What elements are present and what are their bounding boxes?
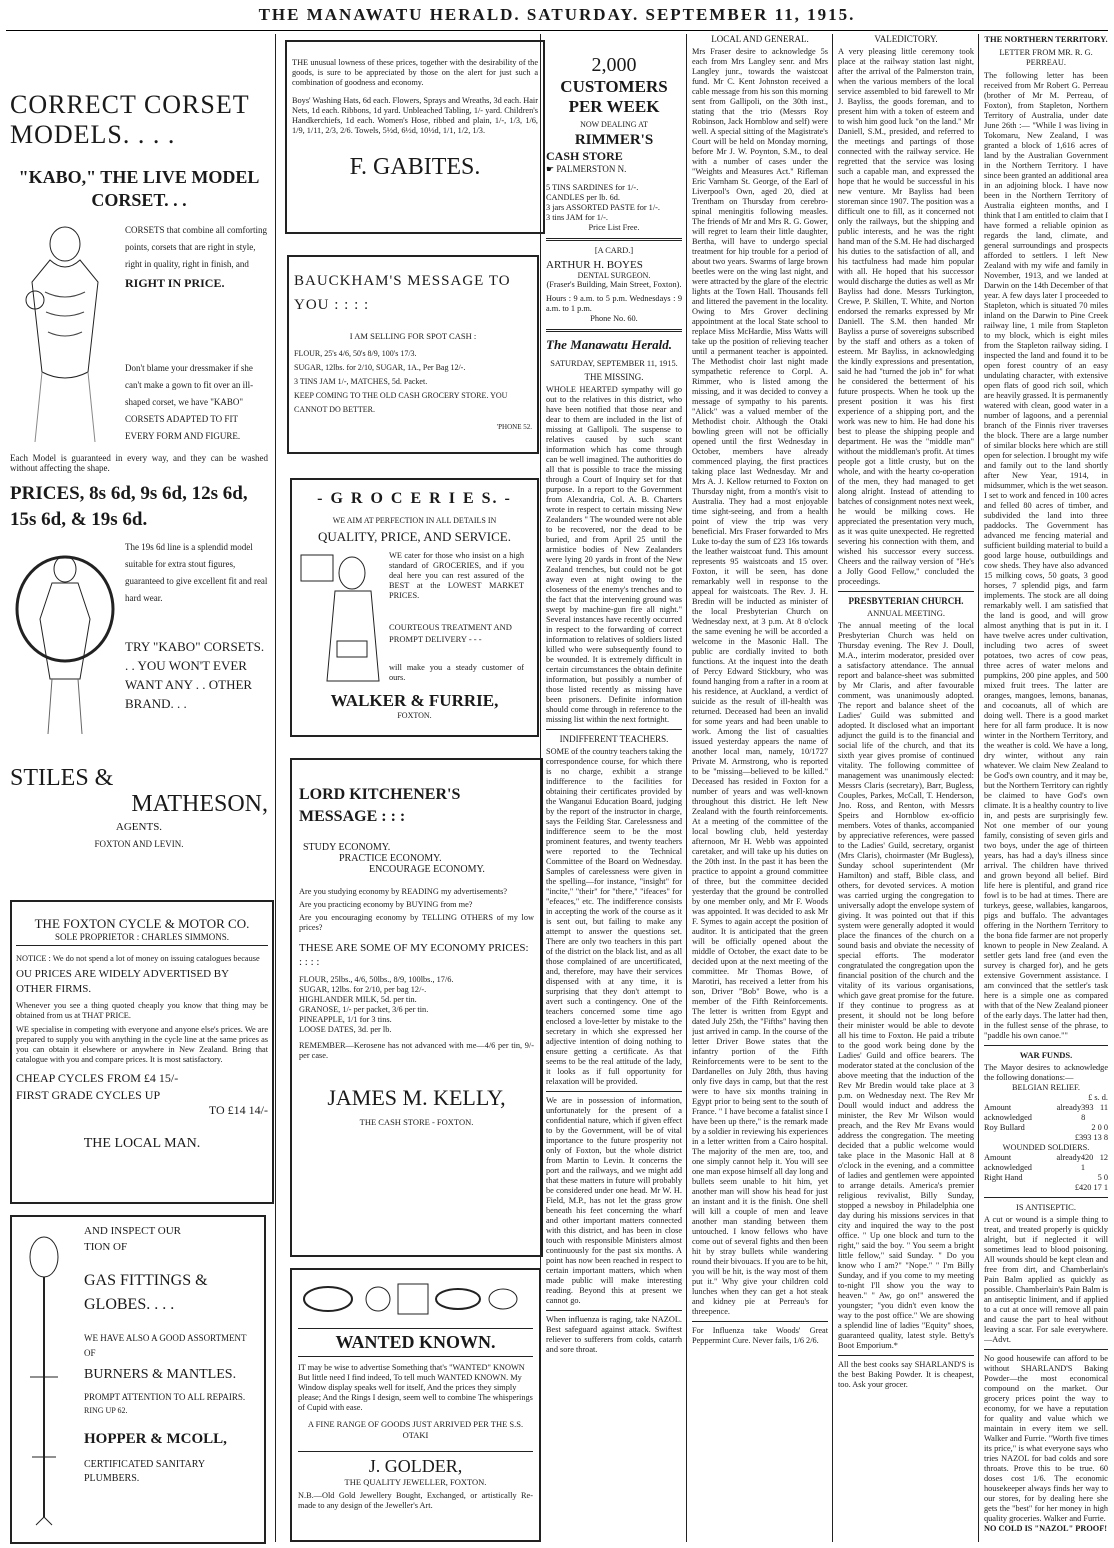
kitchener-remember: REMEMBER—Kerosene has not advanced with me—4/6 per tin, 9/- per case. bbox=[299, 1041, 534, 1060]
golder-fine: A FINE RANGE OF GOODS JUST ARRIVED PER THE S.S. OTAKI bbox=[307, 1419, 524, 1440]
bauckham-line-3: 3 TINS JAM 1/-, MATCHES, 5d. Packet. bbox=[294, 377, 428, 386]
masthead: THE MANAWATU HERALD. SATURDAY. SEPTEMBER 11, 1915. bbox=[258, 5, 856, 24]
warfunds-total-2: £420 17 1 bbox=[1074, 1183, 1108, 1192]
kelly-name: JAMES M. KELLY, bbox=[327, 1085, 506, 1110]
groceries-ad bbox=[290, 478, 539, 737]
golder-ad bbox=[290, 1268, 541, 1542]
kitchener-price-2: SUGAR, 12lbs. for 2/10, per bag 12/-. bbox=[299, 985, 427, 994]
territory-title: THE NORTHERN TERRITORY. bbox=[984, 34, 1108, 44]
golder-name: J. GOLDER, bbox=[298, 1451, 533, 1477]
gas-inspect: AND INSPECT OUR bbox=[84, 1225, 181, 1237]
warfunds-roy-value: 2 0 0 bbox=[1091, 1123, 1108, 1132]
teachers-text-2: We are in possession of information, unfortunately for the present of a confidential nature, which if given effect to by the Government, will be of vital importance to the future prosperity not only of Foxton, but the whole district from Martin to Levin. It concerns the port and the railways, and we might add that these matters in future will probably be considered under one head. Mr W. H. Field, M.P., has not let the grass grow beneath his feet concerning the wharf and other important matters connected with this district, and has been in close touch with responsible Ministers almost continuously for the past six months. A point has now been reached in respect to certain important matters, which when made public will make interesting reading. Beyond this at present we cannot go. bbox=[546, 1096, 682, 1305]
corset-title: CORRECT CORSET MODELS. . . . bbox=[10, 90, 250, 149]
kitchener-ad bbox=[290, 758, 543, 1257]
kitchener-study: STUDY ECONOMY. bbox=[303, 842, 391, 853]
jewellery-illustration bbox=[298, 1274, 520, 1324]
rimmer-line-1: 5 TINS SARDINES for 1/-. bbox=[546, 183, 639, 192]
sharland-ad: All the best cooks say SHARLAND'S is the best Baking Powder. It is cheapest, too. Ask your grocer. bbox=[838, 1360, 974, 1389]
teachers-title: INDIFFERENT TEACHERS. bbox=[559, 734, 669, 744]
warfunds-title: WAR FUNDS. bbox=[1019, 1050, 1073, 1060]
local-text: Mrs Fraser desire to acknowledge 5s each from Mrs Langley senr. and Mrs Langley junr., towards the waistcoat fund. Mr C. Kent Johnston received a cable message from his son this morning sent from Gallipoli, on the 30th inst., stating that the trio (Messrs Roy Robinson, Jack Hornblow and self) were well. A special sitting of the Magistrate's Court will be held on Monday morning, before Mr J. W. Poynton, S.M., to deal with a number of cases under the "Weights and Measures Act." Rifleman Eric Varnham St. George, of the Earl of Liverpool's Own, aged 20, died at Trentham on Thursday from cerebro-spinal meningitis following measles. The friends of Mr and Mrs R. G. Gower, will regret to learn their little daughter, Bertha, will have to undergo special treatment for hip trouble for a period of about two years. Swarms of large brown beetles were on the wing last night, and were attracted by the glare of the electric lights at the Town Hall. Thousands fell and littered the pavement in the locality. Owing to Mrs Grover declining appointment at the local State school to replace Miss McHardie, Miss Watts will take up the position of relieving teacher until a permanent teacher is appointed. The Methodist choir last night made sympathetic reference to Corpl. A. Rimmer, who is listed among the missing, and it was decided to convey a message of sympathy to his parents. "Alick" was a valued member of the Methodist choir. Although the Otaki bowling green will not be officially opened until the first Wednesday in October, members have already commenced playing, the first practices taking place last Wednesday. Mr and Mrs A. J. Kellow returned to Foxton on Thursday night, from a month's visit to Australia. They had a most enjoyable time sight-seeing, and from a health point of view the trip was very beneficial. Mrs Fraser forwarded to Mrs Luke to-day the sum of £23 16s towards the leather waistcoat fund. This amount represents 95 waistcoats and 15 over. Foxton, it will be seen, has done remarkably well in response to the appeal for waistcoats. The Rev. J. H. Bredin will be inducted as minister of the local Presbyterian Church on Wednesday next, at 3 p.m. At 8 o'clock the same evening he will be accorded a welcome in the Masonic Hall. The public are cordially invited to both functions. At the inquest into the death of Percy Edward Stickbury, who was found hanging from a rafter in a room at his residence, at Auckland, a verdict of suicide as the result of ill-health was returned. Deceased had been an invalid for some years and had been unable to work. Among the list of casualties issued yesterday appears the name of another local man, namely, 10/1727 Private M. Armstrong, who is reported to be "missing—believed to be killed." Deceased has resided in Foxton for a number of years and was well-known throughout this district. He left New Zealand with the fourth reinforcements. At a meeting of the committee of the local bowling club, held yesterday afternoon, Mr H. Webb was appointed caretaker, and will take up his duties on the 20th inst. In the past it has been the practice to appoint a ground committee of three, but the committee decided yesterday that the ground be controlled by one member only, and Mr F. Woods was appointed. It was decided to ask Mr F. Symes to again accept the position of auditor. It is anticipated that the green will be officially opened about the middle of October, the exact date to be decided upon at the next meeting of the committee. Mr Thomas Bowe, of Marotiri, has received a letter from his son, Driver "Bob" Bowe, who is a member of the Fifth Reinforcements. The letter is written from Egypt and dated July 25th, the "Fifths" having then just arrived in camp. In the course of the letter Driver Bowe states that the infantry portion of the Fifth Reinforcements were to be sent to the Dardanelles on July 28th, thus having only five days in camp, but that the rest were to have six months training in Egypt prior to being sent to the south of France. " I have become a fatalist since I have been up there," is the remark made by a soldier in reviewing his experiences in a letter written from a Cairo hospital. The majority of the men are, too, and one simply cannot help it. You will see one man expose himself all day long and bullets seem unable to hit him, yet another man will show his head for just an instant and it is the finish. One shell will kill a couple of men and leave another man standing between them untouched. I know fellows who have come out of several fights and then been hit by stray bullets while wandering round their bivouacs. If you are to be hit, you will be hit, is the way most of them put it." Why give your children cold lunches when they can get a hot steak and kidney pie at Perreau's for threepence. bbox=[692, 47, 828, 1316]
groceries-aim: WE AIM AT PERFECTION IN ALL DETAILS IN bbox=[332, 516, 497, 525]
bauckham-line-4: KEEP COMING TO THE OLD CASH GROCERY STORE. YOU CANNOT DO BETTER. bbox=[294, 391, 508, 414]
bauckham-line-1: FLOUR, 25's 4/6, 50's 8/9, 100's 17/3. bbox=[294, 349, 417, 358]
rimmer-town: PALMERSTON N. bbox=[556, 164, 627, 174]
cycle-proprietor: SOLE PROPRIETOR : CHARLES SIMMONS. bbox=[16, 932, 268, 946]
presby-title: PRESBYTERIAN CHURCH. bbox=[848, 596, 964, 606]
territory-text: The following letter has been received from Mr Robert G. Perreau (brother of Mr M. Perreau, of Foxton), from Stapleton, Northern Territory of Australia, under date June 26th :— "While I was living in Tokomaru, New Zealand, I was granted a block of 1,616 acres of land by the Australian Government in the Northern Territory. I have since been granted an additional area in an adjoining block. I have now been in the Northern Territory of Australia eighteen months, and I think that I am entitled to claim that I have formed a reliable opinion as regards the land, climate, and general surroundings and prospects afforded to settlers. I left New Zealand with my wife and family in November, 1913, and we landed at Darwin on the 14th December of that year. A few days later I proceeded to Stapleton, which is situated 70 miles inland on the Darwin to Pine Creek railway line, 1 mile from Stapleton to my block, which is eight miles from the Stapleton railway siding. I inspected the land and found it to be open forest country of an easy undulating character, with extensive open flats of good rich soil, which are heavily grassed. It is permanently watered with clean, good water in a number of lagoons, and a perennial branch of the Finnis river traverses the block. There are a large number of similar blocks here which are still open for selection. I brought my wife and family out to the land shortly after New Year, 1914, in midsummer, which is the wet season. I set to work and fenced in 100 acres and felled 80 acres of timber, and subdivided the land into three paddocks. The Government has advanced me fencing material and sufficient building material to build a good large house, outbuildings and cow sheds. They have also advanced 15 milking cows, 50 goats, 3 good horses, 7 splendid pigs, and farm implements. The stock are all doing remarkably well. I am satisfied that the land is good, and will grow almost anything that is put in it. I have twelve acres under cultivation, including two acres of sweet potatoes, two acres of cow peas, three acres of water melons and pumpkins, 200 pine apples, and 500 mixed fruit trees. The latter are oranges, mangoes, lemons, bananas, and cocoanuts, all of which are doing well. There is a good market here for all farm produce. It is now winter in the Northern Territory, and the weather is cold. We have a long, dry winter, without any rain whatever. We claim New Zealand to be God's own country, and it may be, but the Northern Territory can rightly be claimed to have God's own climate. It is a healthy country to live in, and pests are surprisingly few. Not one member of our young family, consisting of seven girls and two boys, under the age of thirteen years, has had a day's illness since arrival. The children have thrived and grown beyond all belief. Bird life here is plentiful, and grand rice fowl is to be had at times. There are turkeys, geese, wallabies, kangaroos, pigs and buffalo. The advantages offering in the Northern Territory to the bona fide farmer are not properly known to people in New Zealand. A settler gets land free (and even the survey is charged for), and he gets extensive Government assistance. I am convinced that the settler's task here is a simple one as compared with that of the New Zealand pioneer of the early days. The latter had then, in the fullest sense of the phrase, to "paddle his own canoe."" bbox=[984, 71, 1108, 1040]
kitchener-q2: Are you practicing economy by BUYING from me? bbox=[299, 900, 473, 909]
golder-wanted: WANTED KNOWN. bbox=[298, 1328, 533, 1357]
gabites-name: F. GABITES. bbox=[349, 154, 481, 180]
kitchener-price-4: GRANOSE, 1/- per packet, 3/6 per tin. bbox=[299, 1005, 429, 1014]
warfunds-right-label: Right Hand bbox=[984, 1173, 1023, 1182]
missing-text: WHOLE HEARTED sympathy will go out to the relatives in this district, who have been notified that those near and dear to them are included in the list of missing at Gallipoli. The suspense to relatives caused by such scant information which has come through can be well imagined. The authorities do all that is possible to trace the missing through a Court of Inquiry set for that purpose. In a report to the Government from Alexandria, Col. A. B. Charters wrote in respect to certain missing New Zealanders " The wounded were not able to be recovered, nor the dead to be buried, and from April 25 until the armistice bodies of New Zealanders were lying 20 yards in front of the New Zealand trenches, but could not be got away even at night owing to the closeness of the enemy's trenches and to the fact that the intervening ground was swept by machine-gun fire all night." Several instances have recently occurred in respect to the forwarding of correct information to relatives of soldiers listed killed who were subsequently found to be wounded. It is extremely difficult in certain circumstances the obtain definite information, but possibly a number of those listed recently as missing have been prisoners. Definite information should come through in reference to the missing list within the next fortnight. bbox=[546, 385, 682, 724]
bauckham-spot: I AM SELLING FOR SPOT CASH : bbox=[349, 331, 477, 341]
boyes-card: [A CARD.] bbox=[594, 246, 634, 255]
rimmer-per-week: PER WEEK bbox=[568, 97, 660, 116]
kelly-store: THE CASH STORE - FOXTON. bbox=[359, 1117, 474, 1127]
corset-subtitle: "KABO," THE LIVE MODEL CORSET. . . bbox=[18, 167, 260, 210]
kitchener-encourage: ENCOURAGE ECONOMY. bbox=[369, 864, 485, 875]
divider bbox=[984, 1349, 1108, 1350]
column-4 bbox=[692, 34, 828, 1542]
bauckham-title: BAUCKHAM'S MESSAGE TO YOU : : : : bbox=[294, 273, 511, 313]
antiseptic-text-2: No good housewife can afford to be without SHARLAND'S Baking Powder—the most economical compound on the market. Our grocery prices point the way to economy, for we have a reputation for quality and value which we maintain in every item we sell. Walker and Furrie. "Worth five times its price," is what everyone says who tries NAZOL for bad colds and sore throats. Prove this to be true. 60 doses cost 1/6. The economic housekeeper always finds her way to our stores, for by dealing here she gets the "best" for her money in high quality groceries. Walker and Furrie. bbox=[984, 1354, 1108, 1523]
corset-figure-illustration bbox=[10, 222, 120, 447]
warfunds-row bbox=[984, 1103, 1108, 1123]
corset-body: CORSETS that combine all comforting points, corsets that are right in style, right in quality, right in finish, and bbox=[125, 225, 267, 269]
groceries-quality: QUALITY, PRICE, AND SERVICE. bbox=[317, 529, 511, 544]
kitchener-q3: Are you encouraging economy by TELLING OTHERS of my low prices? bbox=[299, 913, 534, 932]
kitchener-price-3: HIGHLANDER MILK, 5d. per tin. bbox=[299, 995, 417, 1004]
missing-title: THE MISSING. bbox=[584, 372, 644, 382]
boyes-hours: Hours : 9 a.m. to 5 p.m. Wednesdays : 9 a.m. to 1 p.m. bbox=[546, 294, 682, 313]
gas-burners: BURNERS & MANTLES. bbox=[84, 1367, 237, 1382]
walker-furrie-name: WALKER & FURRIE, bbox=[330, 691, 499, 710]
divider bbox=[984, 1197, 1108, 1198]
bauckham-phone: 'PHONE 52. bbox=[496, 423, 532, 431]
nazol-proof: NO COLD IS "NAZOL" PROOF! bbox=[984, 1524, 1108, 1533]
gabites-body: THE unusual lowness of these prices, together with the desirability of the goods, is sure to be appreciated by those on the alert for just such a combination of goodness and economy. bbox=[292, 58, 538, 87]
groceries-town: FOXTON. bbox=[397, 711, 432, 720]
cycle-whenever: Whenever you see a thing quoted cheaply you know that thing may be obtained from us at THAT PRICE. bbox=[16, 1001, 268, 1020]
golder-nb: N.B.—Old Gold Jewellery Bought, Exchanged, or artistically Re-made to any design of the Jeweller's Art. bbox=[298, 1491, 533, 1510]
cycle-specialise: WE specialise in competing with everyone and anyone else's prices. We are prepared to supply you with anything in the cycle line at the same prices as you can obtain it elsewhere or anywhere in New Zealand. Bring that catalogue with you and compare prices. It is most satisfactory. bbox=[16, 1025, 268, 1064]
golder-body: IT may be wise to advertise Something that's "WANTED" KNOWN But little need I find indeed, To tell much WANTED KNOWN. My Window display speaks well for itself, And the prices they simply please; And the Rings I design, seem well to combine The whisperings of Cupid with ease. bbox=[298, 1363, 533, 1412]
cycle-to: TO £14 14/- bbox=[208, 1103, 268, 1117]
divider bbox=[546, 1310, 682, 1311]
column-rule bbox=[832, 34, 833, 1542]
bauckham-ad bbox=[287, 255, 539, 454]
gas-certificated: CERTIFICATED SANITARY PLUMBERS. bbox=[84, 1459, 205, 1484]
matheson-name: MATHESON, bbox=[131, 791, 268, 817]
cycle-cheap: CHEAP CYCLES FROM £4 15/- bbox=[16, 1071, 179, 1085]
teachers-text: SOME of the country teachers taking the correspondence course, for which there is no charge, exhibit a strange indifference to the facilities for obtaining their certificates provided by the Wanganui Education Board, judging by the report of the instructor in charge, says the Feilding Star. Carelessness and indifference seem to be the most prominent features, and twenty teachers were reported to the Technical Committee of the Board on Wednesday. Samples of carelessness were given in the spelling—for instance, "insight" for "incite," "their" for "there," "ifeaces" for "efeaces," etc. The indifference consists in accepting the work of the course as it is sent out, but failing to make any attempt to answer the questions set. There are only two teachers in this part of the district on the black list, and as all those complained of are uncertificated, and, therefore, may have their services dispensed with at any time, it is surprising that they don't attempt to avert such a contingency. One of the teachers concerned some time ago enclosed a love-letter by mistake to the secretary in which she expressed her adjective intention of doing nothing to ensure getting a certificate. As that seems to be the real attitude of the lady, it looks as if full opportunity for relaxation will be provided. bbox=[546, 747, 682, 1086]
warfunds-row bbox=[984, 1173, 1108, 1183]
local-title: LOCAL AND GENERAL. bbox=[711, 34, 809, 44]
groceries-courteous: COURTEOUS TREATMENT AND PROMPT DELIVERY - - - bbox=[389, 622, 512, 644]
groceries-title: - G R O C E R I E S. - bbox=[317, 490, 512, 507]
antiseptic-text: A cut or wound is a simple thing to treat, and treated properly is quickly alright, but if neglected it will sometimes lead to blood poisoning. All wounds should be kept clean and free from dirt, and Chamberlain's Pain Balm applied as quickly as possible. Chamberlain's Pain Balm is an antiseptic liniment, and if applied to a cut at once will remove all pain and cause the part to heal without leaving a scar. For sale everywhere.—Advt. bbox=[984, 1215, 1108, 1344]
stiles-name: STILES & bbox=[10, 765, 114, 791]
kitchener-title: LORD KITCHENER'S MESSAGE : : : bbox=[299, 786, 461, 825]
divider bbox=[692, 1321, 828, 1322]
bauckham-line-2: SUGAR, 12lbs. for 2/10, SUGAR, 1A., Per Bag 12/-. bbox=[294, 363, 466, 372]
kitchener-price-6: LOOSE DATES, 3d. per lb. bbox=[299, 1025, 392, 1034]
golder-jeweller: THE QUALITY JEWELLER, FOXTON. bbox=[344, 1477, 487, 1487]
cycle-ad bbox=[10, 900, 274, 1204]
wounded-title: WOUNDED SOLDIERS. bbox=[1002, 1143, 1090, 1152]
warfunds-amount2-label: Amount already acknowledged bbox=[984, 1153, 1081, 1172]
presby-text: The annual meeting of the local Presbyterian Church was held on Thursday evening. The Rev J. Doull, M.A., interim moderator, presided over a satisfactory attendance. The annual report and balance-sheet was submitted by Mr Claris, and after favourable comment, was unanimously adopted. The report and balance sheet of the Ladies' Guild was submitted and adopted. It disclosed what an important adjunct the guild is to the financial and social life of the church, and that its sixth year gives promise of continued vitality. The following committee of management was unanimously elected: Messrs Claris (secretary), Barr, Bugless, Couples, Parkes, McCall, T. Henderson, Jno. Ross, and Renton, with Messrs Speirs and Hornblow ex-officio members. Votes of thanks, accompanied by appreciative references, were passed to the Ladies' Guild, secretary, organist (Mrs Claris), choirmaster (Mr Bugless), Sunday school superintendent (Mr Hamilton) and staff, Bible class, and others, for devoted services. A motion was carried urging the congregation to universally adopt the envelope system of giving. It was pointed out that if this system were generally adopted it would place the finances of the church on a sound basis and obviate the necessity of special efforts. The moderator congratulated the congregation upon the financial position of the church and the vitality of its various organisations, which gave great promise for the future. If they continue to progress as at present, it should not be long before their minister would be able to devote all his time to Foxton. He paid a tribute to the good work being done by the Ladies' Guild and office bearers. The moderator stated at the conclusion of the above meeting that the induction of the Rev Mr Bredin would take place at 3 p.m. on Wednesday next. The Rev Mr Doull would induct and address the minister, the Rev Mr Wilson would preach, and the Rev Mr Evans would address the congregation. The meeting decided that a public welcome would take place in the Masonic Hall at 8 o'clock in the evening, and a committee of ladies and gentlemen were appointed to arrange details. America's premier religious revivalist, Billy Sunday, stopped a newsboy in Philadelphia one day during his missions services in that city and inquired the way to the post office. " Up one block and turn to the right," said the boy. " You seem a bright little fellow," said Sunday. " Do you know who I am?" "Nope." " I'm Billy Sunday, and if you come to my meeting to-night I'll show you the way to heaven." " Aw, go on!" answered the youngster; "you didn't even know the way to the post office." We are showing a splendid line of ladies "Equity" shoes, guaranteed quality, latest style. Betty's Boot Emporium.* bbox=[838, 621, 974, 1350]
corset-guarantee: Each Model is guaranteed in every way, and they can be washed without affecting the shape. bbox=[10, 453, 268, 473]
hopper-name: HOPPER & MCOLL, bbox=[84, 1431, 227, 1447]
boyes-address: (Fraser's Building, Main Street, Foxton). bbox=[546, 280, 682, 289]
rimmer-name: RIMMER'S bbox=[574, 132, 654, 148]
herald-name: The Manawatu Herald. bbox=[546, 337, 673, 352]
warfunds-intro: The Mayor desires to acknowledge the following donations:— bbox=[984, 1063, 1108, 1082]
gas-prompt: PROMPT ATTENTION TO ALL REPAIRS. bbox=[84, 1392, 246, 1402]
rimmer-line-5: Price List Free. bbox=[588, 223, 640, 232]
column-rule bbox=[275, 34, 276, 1542]
column-rule bbox=[686, 34, 687, 1542]
column-5 bbox=[838, 34, 974, 1542]
corset-body-2: Don't blame your dressmaker if she can't make a gown to fit over an ill-shaped corset, we have "KABO" CORSETS ADAPTED TO FIT EVERY FORM AND FIGURE. bbox=[125, 363, 254, 441]
gas-ring: RING UP 62. bbox=[84, 1406, 128, 1415]
rimmer-dealing: NOW DEALING AT bbox=[580, 120, 648, 129]
divider bbox=[546, 329, 682, 332]
column-rule bbox=[978, 34, 979, 1542]
boyes-title: DENTAL SURGEON. bbox=[577, 271, 651, 280]
rimmer-palmerston bbox=[546, 164, 682, 175]
column-6 bbox=[984, 34, 1108, 1542]
cycle-first-grade: FIRST GRADE CYCLES UP bbox=[16, 1088, 161, 1102]
divider bbox=[546, 729, 682, 730]
belgian-title: BELGIAN RELIEF. bbox=[1011, 1083, 1080, 1092]
warfunds-roy-label: Roy Bullard bbox=[984, 1123, 1025, 1132]
antiseptic-title: IS ANTISEPTIC. bbox=[1016, 1202, 1076, 1212]
kitchener-q1: Are you studying economy by READING my advertisements? bbox=[299, 887, 508, 896]
gas-tion: TION OF bbox=[84, 1241, 128, 1253]
gas-lamp-illustration bbox=[20, 1227, 68, 1527]
groceries-cater: WE cater for those who insist on a high standard of GROCERIES, and if you deal here you can rest assured of the BEST at the LOWEST MARKET PRICES. bbox=[389, 551, 524, 600]
corset-prices: PRICES, 8s 6d, 9s 6d, 12s 6d, 15s 6d, & 19s 6d. bbox=[10, 483, 248, 530]
valedictory-text: A very pleasing little ceremony took place at the railway station last night, after the arrival of the Palmerston train, when the various members of the local service assembled to bid farewell to Mr J. Bayliss, the goods foreman, and to present him with a token of esteem and to wish him good luck "on the land." Mr Daniell, S.M., presided, and referred to the meetings and partings of those connected with the railway service. He regretted that the service was losing such a capable man, and expressed the hope that he would be successful in his new venture. Mr Bayliss had been storeman since 1907. The position was a difficult one to fill, as it concerned not only the railways, but the shipping and public interests, and he was the right hand man of the S.M. He had discharged his duties to the satisfaction of all, and his tactfulness had made him popular with all. He hoped that his successor would discharge the duties as well as Mr Bayliss had done. Messrs Turkington, Crewe, P. Skillen, T. White, and Norton endorsed the remarks expressed by Mr Daniell. The S.M. then handed Mr Bayliss a purse of sovereigns subscribed by the staff and others as a token of esteem. Mr Bayliss, in acknowledging the kindly expressions and presentation, said he had "turned the job in" for what he considered the betterment of his future prospects. When he took up the present position it was his first experience of a shipping port, and the work was new to him. He had done his best to please the shipping people and department. He was the "middle man" without the middleman's profit. At times people got a little crusty, but on the whole, and with the hearty co-operation of the men, they had managed to get along alright. Instead of attending to batches of consignment notes next week, he would be milking cows. He appreciated the presentation very much, as it was quite unexpected. He regretted severing his connection with them, and wished his successor every success. Cheers and the railway version of "He's a Jolly Good Fellow," concluded the proceedings. bbox=[838, 47, 974, 586]
warfunds-amount-value: 393 11 8 bbox=[1081, 1103, 1108, 1122]
rimmer-2000: 2,000 bbox=[591, 54, 637, 76]
divider bbox=[984, 1045, 1108, 1046]
cycle-prices: OU PRICES ARE WIDELY ADVERTISED BY OTHER FIRMS. bbox=[16, 968, 229, 995]
kitchener-practice: PRACTICE ECONOMY. bbox=[339, 853, 442, 864]
warfunds-total-1: £393 13 8 bbox=[1074, 1133, 1108, 1142]
warfunds-amount2-value: 420 12 1 bbox=[1080, 1153, 1108, 1172]
gabites-items: Boys' Washing Hats, 6d each. Flowers, Sprays and Wreaths, 3d each. Hair Nets, 1d each. Ribbons, 1d yard. Unbleached Tabling, 1/- yard. Children's Handkerchiefs, 1d each. Women's Hose, ribbed and plain, 1/-, 1/3, 1/6, 1/9, 1/11, 2/3, 2/6. Towels, 5½d, 6½d, 10½d, 1/1, 1/2, 1/3. bbox=[292, 96, 538, 135]
cycle-local-man: THE LOCAL MAN. bbox=[83, 1136, 201, 1151]
pointing-hand-icon: ☛ bbox=[546, 164, 557, 174]
territory-sub: LETTER FROM MR. R. G. PERREAU. bbox=[999, 48, 1093, 67]
kitchener-price-1: FLOUR, 25lbs., 4/6, 50lbs., 8/9, 100lbs., 17/6. bbox=[299, 975, 454, 984]
divider bbox=[546, 1091, 682, 1092]
boyes-phone: Phone No. 60. bbox=[590, 314, 638, 323]
boyes-name: ARTHUR H. BOYES bbox=[546, 259, 643, 271]
gabites-ad bbox=[285, 40, 545, 234]
corset-try: TRY "KABO" CORSETS. . . YOU WON'T EVER WANT ANY . . OTHER BRAND. . . bbox=[125, 639, 265, 711]
kitchener-some: THESE ARE SOME OF MY ECONOMY PRICES: : : : : bbox=[299, 942, 529, 968]
cycle-notice: NOTICE : We do not spend a lot of money on issuing catalogues because bbox=[16, 954, 260, 963]
corset-ad bbox=[10, 34, 268, 914]
gas-also: WE HAVE ALSO A GOOD ASSORTMENT OF bbox=[84, 1333, 247, 1358]
rimmer-line-2: CANDLES per lb. 6d. bbox=[546, 193, 620, 202]
cycle-title: THE FOXTON CYCLE & MOTOR CO. bbox=[34, 916, 250, 931]
gas-fittings: GAS FITTINGS & GLOBES. . . . bbox=[84, 1272, 208, 1313]
rimmer-cash-store: CASH STORE bbox=[546, 149, 623, 163]
kitchener-price-5: PINEAPPLE, 1/1 for 3 tins. bbox=[299, 1015, 392, 1024]
warfunds-row bbox=[984, 1123, 1108, 1133]
corset-right-price: RIGHT IN PRICE. bbox=[125, 276, 225, 290]
gas-fittings-ad bbox=[10, 1215, 266, 1544]
lsd-header: £ s. d. bbox=[1088, 1093, 1108, 1102]
corset-line-note: The 19s 6d line is a splendid model suitable for extra stout figures, guaranteed to give excellent fit and real hard wear. bbox=[125, 542, 268, 603]
valedictory-title: VALEDICTORY. bbox=[874, 34, 938, 44]
presby-sub: ANNUAL MEETING. bbox=[866, 608, 946, 618]
rimmer-line-4: 3 tins JAM for 1/-. bbox=[546, 213, 608, 222]
column-3 bbox=[546, 34, 682, 1542]
divider bbox=[546, 238, 682, 241]
hoop-figure-illustration bbox=[10, 549, 120, 739]
divider bbox=[838, 1355, 974, 1356]
rimmer-customers: CUSTOMERS bbox=[560, 77, 668, 96]
warfunds-right-value: 5 0 bbox=[1097, 1173, 1108, 1182]
corset-agents: AGENTS. bbox=[115, 821, 163, 833]
divider bbox=[838, 591, 974, 592]
woods-ad: For Influenza take Woods' Great Peppermint Cure. Never fails, 1/6 2/6. bbox=[692, 1326, 828, 1345]
herald-date: SATURDAY, SEPTEMBER 11, 1915. bbox=[550, 359, 678, 368]
corset-towns: FOXTON AND LEVIN. bbox=[94, 839, 184, 849]
groceries-steady: will make you a steady customer of ours. bbox=[389, 663, 524, 682]
warfunds-amount-label: Amount already acknowledged bbox=[984, 1103, 1082, 1122]
grocer-illustration bbox=[297, 551, 387, 686]
rimmer-line-3: 3 jars ASSORTED PASTE for 1/-. bbox=[546, 203, 660, 212]
warfunds-row bbox=[984, 1153, 1108, 1173]
nazol-ad: When influenza is raging, take NAZOL. Best safeguard against attack. Swiftest reliever to sufferers from colds, catarrh and sore throat. bbox=[546, 1315, 682, 1354]
masthead-rule bbox=[6, 30, 1108, 31]
